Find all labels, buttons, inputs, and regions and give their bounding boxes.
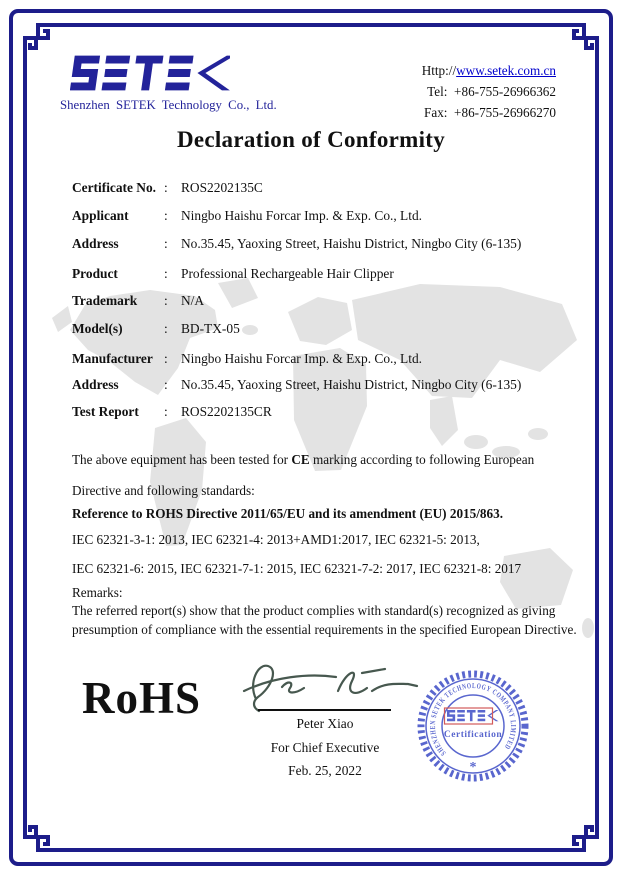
field-row-trademark	[72, 293, 577, 309]
fax-label: Fax:	[424, 105, 448, 120]
field-row-manufacturer	[72, 351, 577, 367]
signature-date: Feb. 25, 2022	[288, 763, 362, 778]
field-label: Test Report	[72, 404, 139, 419]
ce-mark-text: CE	[291, 452, 310, 467]
field-row-address	[72, 236, 577, 252]
remarks-line-1: The referred report(s) show that the product complies with standard(s) recognized as giving	[72, 603, 556, 618]
field-value: Ningbo Haishu Forcar Imp. & Exp. Co., Ltd.	[181, 351, 423, 366]
tel-value: +86-755-26966362	[454, 84, 556, 99]
corner-ornament-tl	[25, 25, 56, 56]
field-colon: :	[164, 404, 168, 419]
field-colon: :	[164, 351, 168, 366]
field-colon: :	[164, 180, 168, 195]
field-value: No.35.45, Yaoxing Street, Haishu District, Ningbo City (6-135)	[181, 377, 522, 392]
field-row-models	[72, 321, 577, 337]
intro-line-2: Directive and following standards:	[72, 483, 255, 498]
seal-star: *	[469, 760, 477, 775]
field-label: Manufacturer	[72, 351, 153, 366]
standards-line-1: IEC 62321-3-1: 2013, IEC 62321-4: 2013+AMD1:2017, IEC 62321-5: 2013,	[72, 532, 480, 547]
signer-name: Peter Xiao	[296, 716, 354, 731]
intro-before-ce: The above equipment has been tested for	[72, 452, 292, 467]
field-colon: :	[164, 236, 168, 251]
field-value: Professional Rechargeable Hair Clipper	[181, 266, 394, 281]
field-colon: :	[164, 321, 168, 336]
field-row-certificate-no	[72, 180, 577, 196]
corner-ornament-br	[566, 819, 597, 850]
svg-text:SHENZHEN SETEK TECHNOLOGY COMP	[428, 681, 518, 758]
seal-ring-text: SHENZHEN SETEK TECHNOLOGY COMPANY LIMITED	[427, 680, 519, 758]
certification-seal	[412, 665, 534, 787]
field-colon: :	[164, 293, 168, 308]
field-value: N/A	[181, 293, 205, 308]
field-label: Model(s)	[72, 321, 123, 336]
field-colon: :	[164, 208, 168, 223]
field-label: Product	[72, 266, 118, 281]
tel-line	[422, 81, 556, 102]
signer-title: For Chief Executive	[270, 740, 380, 755]
website-line	[422, 60, 556, 81]
rohs-mark: RoHS	[82, 673, 202, 723]
field-label: Certificate No.	[72, 180, 157, 195]
remarks-label: Remarks:	[72, 585, 123, 600]
field-value: ROS2202135CR	[181, 404, 272, 419]
field-row-product	[72, 266, 577, 282]
website-link[interactable]: www.setek.com.cn	[456, 63, 556, 78]
tel-label: Tel:	[427, 84, 448, 99]
field-row-applicant	[72, 208, 577, 224]
seal-certification-label: Certification	[443, 730, 503, 740]
rohs-reference-line: Reference to ROHS Directive 2011/65/EU and its amendment (EU) 2015/863.	[72, 506, 503, 521]
contact-block	[422, 60, 556, 123]
field-value: ROS2202135C	[181, 180, 263, 195]
field-value: No.35.45, Yaoxing Street, Haishu District, Ningbo City (6-135)	[181, 236, 522, 251]
seal-center-logo	[445, 708, 499, 724]
field-label: Address	[72, 236, 119, 251]
remarks-line-2: presumption of compliance with the essential requirements in the specified European Directive.	[72, 622, 577, 637]
setek-logo	[70, 50, 230, 96]
field-value: Ningbo Haishu Forcar Imp. & Exp. Co., Ltd.	[181, 208, 423, 223]
field-label: Address	[72, 377, 119, 392]
url-prefix: Http://	[421, 63, 457, 78]
corner-ornament-tr	[566, 25, 597, 56]
field-row-address-2	[72, 377, 577, 393]
field-label: Trademark	[72, 293, 138, 308]
standards-line-2: IEC 62321-6: 2015, IEC 62321-7-1: 2015, IEC 62321-7-2: 2017, IEC 62321-8: 2017	[72, 561, 522, 576]
field-colon: :	[164, 266, 168, 281]
field-value: BD-TX-05	[181, 321, 240, 336]
intro-after-ce: marking according to following European	[309, 452, 535, 467]
fax-value: +86-755-26966270	[454, 105, 556, 120]
field-colon: :	[164, 377, 168, 392]
signature-line	[258, 709, 391, 711]
logo-subtitle: Shenzhen SETEK Technology Co., Ltd.	[60, 98, 277, 112]
field-label: Applicant	[72, 208, 129, 223]
intro-line-1	[72, 452, 572, 468]
page-title: Declaration of Conformity	[176, 127, 446, 152]
field-row-test-report	[72, 404, 577, 420]
corner-ornament-bl	[25, 819, 56, 850]
signature-scribble	[238, 655, 423, 713]
fax-line	[422, 102, 556, 123]
